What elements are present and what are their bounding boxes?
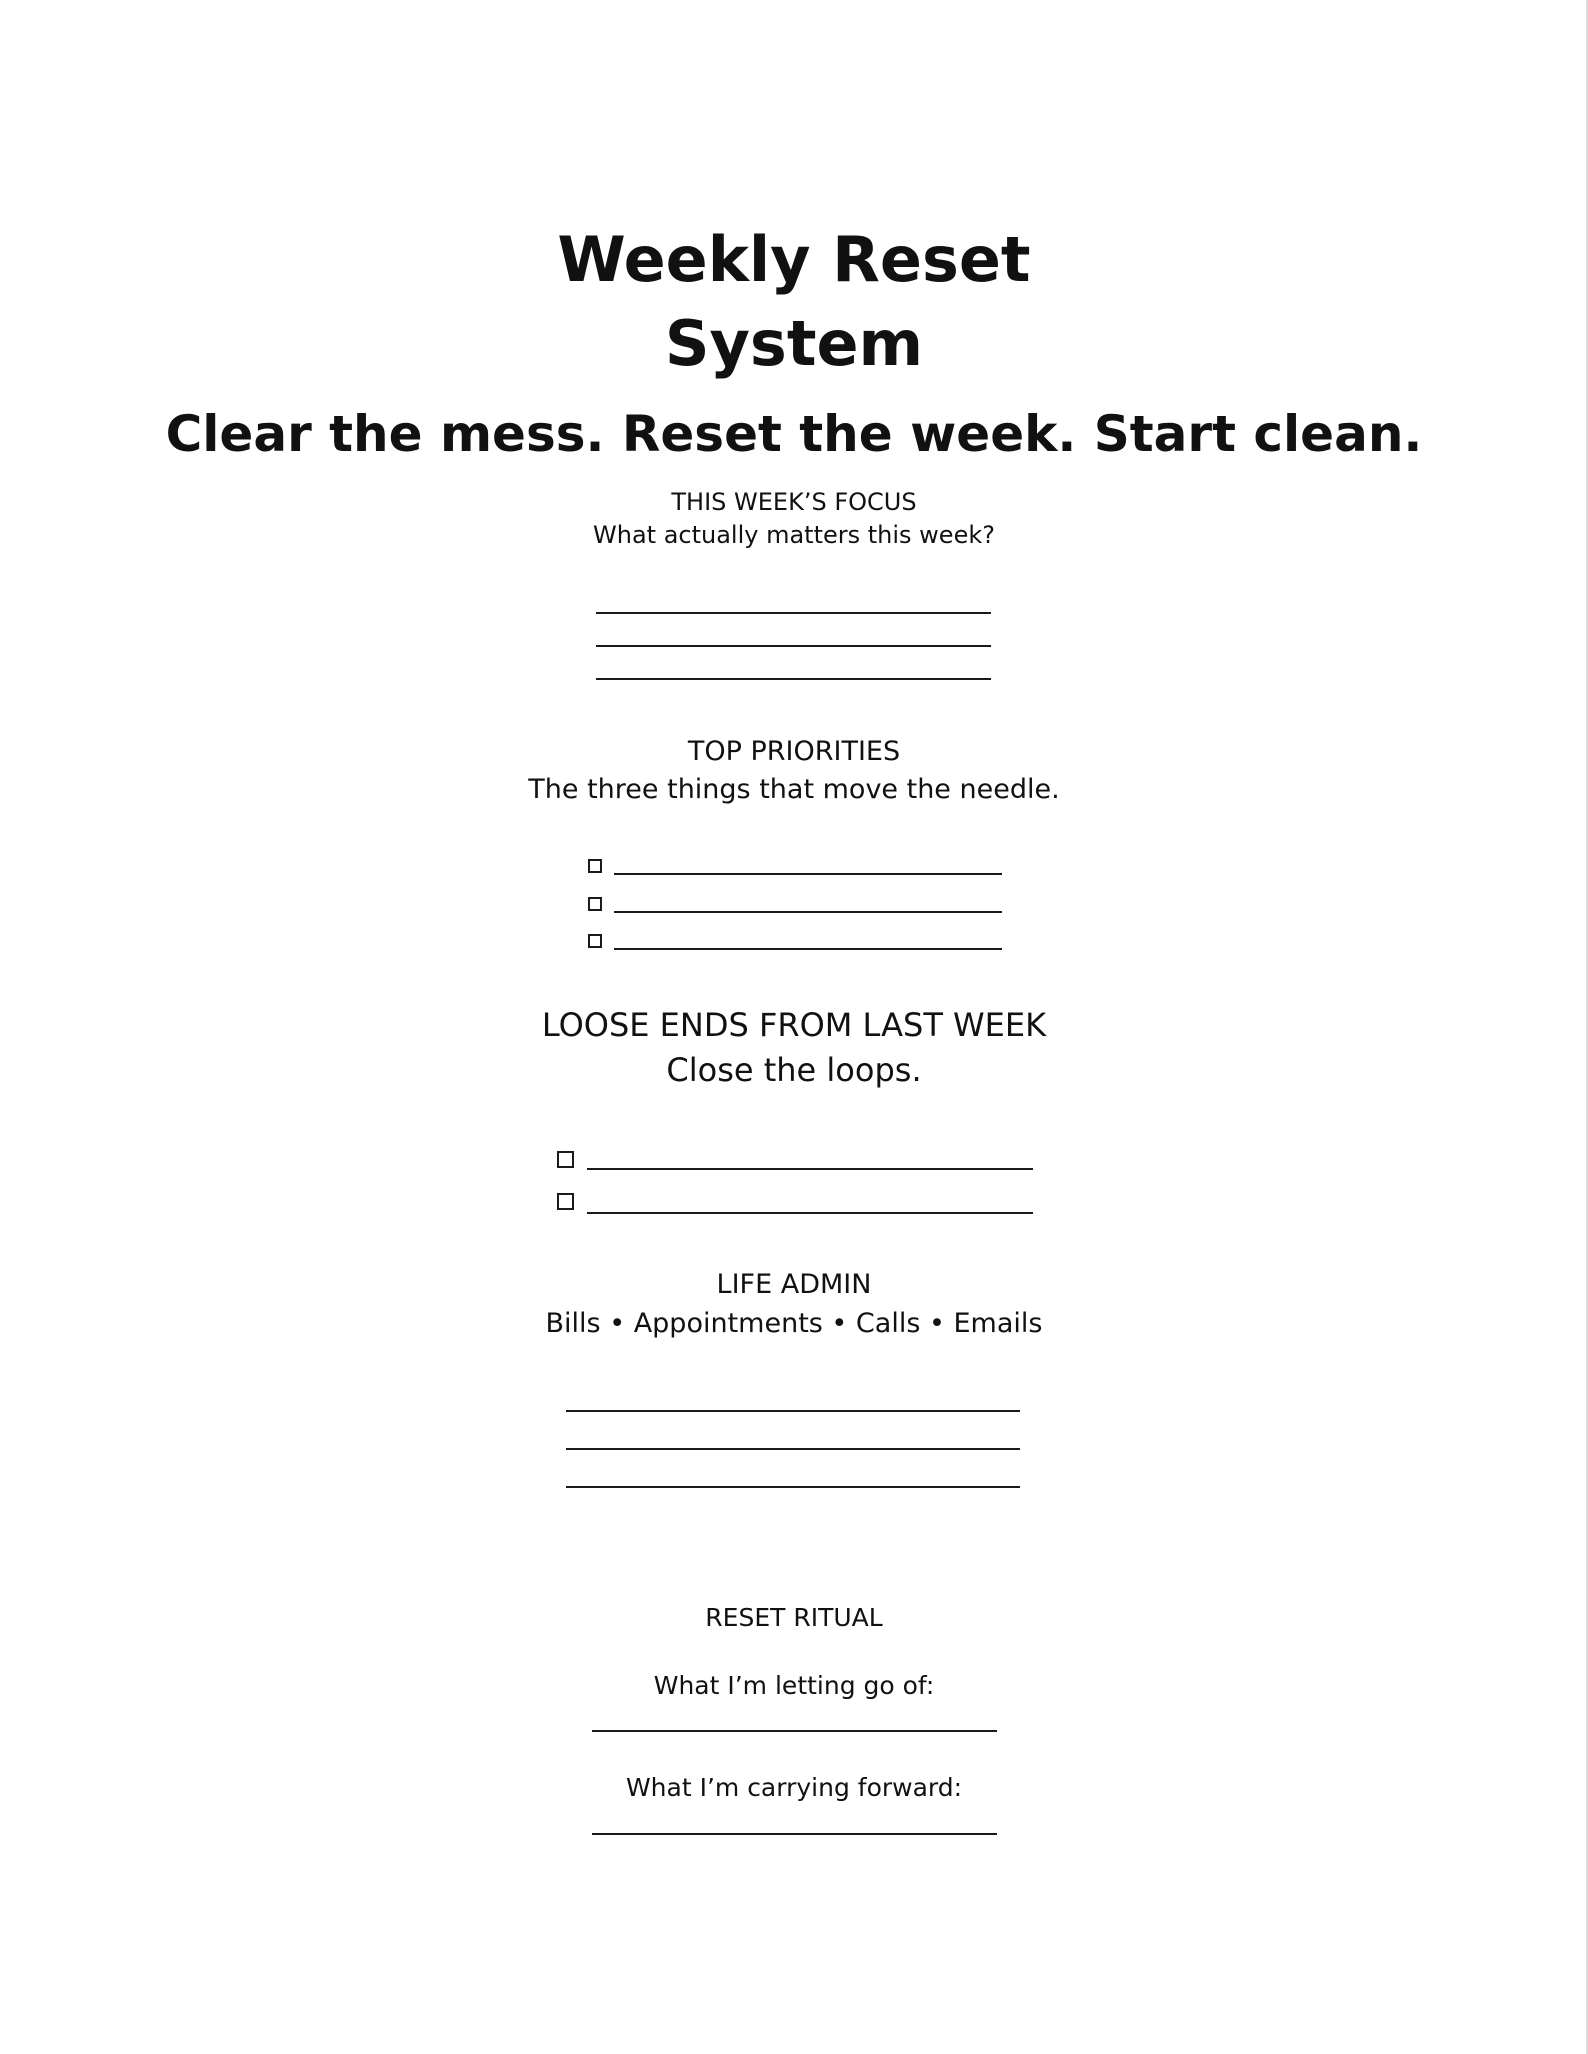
priority-line-2[interactable] bbox=[614, 911, 1002, 913]
focus-line-3[interactable] bbox=[596, 678, 991, 680]
loose-end-line-2[interactable] bbox=[587, 1212, 1033, 1214]
life-admin-line-1[interactable] bbox=[566, 1410, 1020, 1412]
loose-end-checkbox-2[interactable] bbox=[557, 1193, 574, 1210]
title-line-1: Weekly Reset bbox=[557, 223, 1031, 296]
tagline: Clear the mess. Reset the week. Start clean. bbox=[165, 405, 1423, 463]
page-title bbox=[0, 218, 1588, 386]
focus-line-2[interactable] bbox=[596, 645, 991, 647]
title-line-2: System bbox=[664, 307, 924, 380]
focus-heading: THIS WEEK’S FOCUS bbox=[671, 488, 917, 516]
life-admin-line-2[interactable] bbox=[566, 1448, 1020, 1450]
loose-end-line-1[interactable] bbox=[587, 1168, 1033, 1170]
life-admin-line-3[interactable] bbox=[566, 1486, 1020, 1488]
priorities-heading: TOP PRIORITIES bbox=[687, 736, 901, 767]
letting-go-label: What I’m letting go of: bbox=[653, 1671, 935, 1700]
carrying-forward-label: What I’m carrying forward: bbox=[625, 1773, 963, 1802]
focus-prompt: What actually matters this week? bbox=[593, 521, 995, 549]
priority-line-1[interactable] bbox=[614, 873, 1002, 875]
life-admin-heading: LIFE ADMIN bbox=[716, 1269, 872, 1300]
priority-checkbox-2[interactable] bbox=[588, 897, 602, 911]
letting-go-line[interactable] bbox=[592, 1730, 997, 1732]
carrying-forward-line[interactable] bbox=[592, 1833, 997, 1835]
priority-checkbox-1[interactable] bbox=[588, 859, 602, 873]
priority-checkbox-3[interactable] bbox=[588, 934, 602, 948]
loose-ends-heading: LOOSE ENDS FROM LAST WEEK bbox=[541, 1006, 1047, 1044]
priorities-prompt: The three things that move the needle. bbox=[528, 774, 1060, 805]
life-admin-prompt: Bills • Appointments • Calls • Emails bbox=[545, 1308, 1043, 1339]
loose-end-checkbox-1[interactable] bbox=[557, 1151, 574, 1168]
priority-line-3[interactable] bbox=[614, 948, 1002, 950]
reset-ritual-heading: RESET RITUAL bbox=[705, 1603, 883, 1632]
loose-ends-prompt: Close the loops. bbox=[666, 1051, 922, 1089]
focus-line-1[interactable] bbox=[596, 612, 991, 614]
